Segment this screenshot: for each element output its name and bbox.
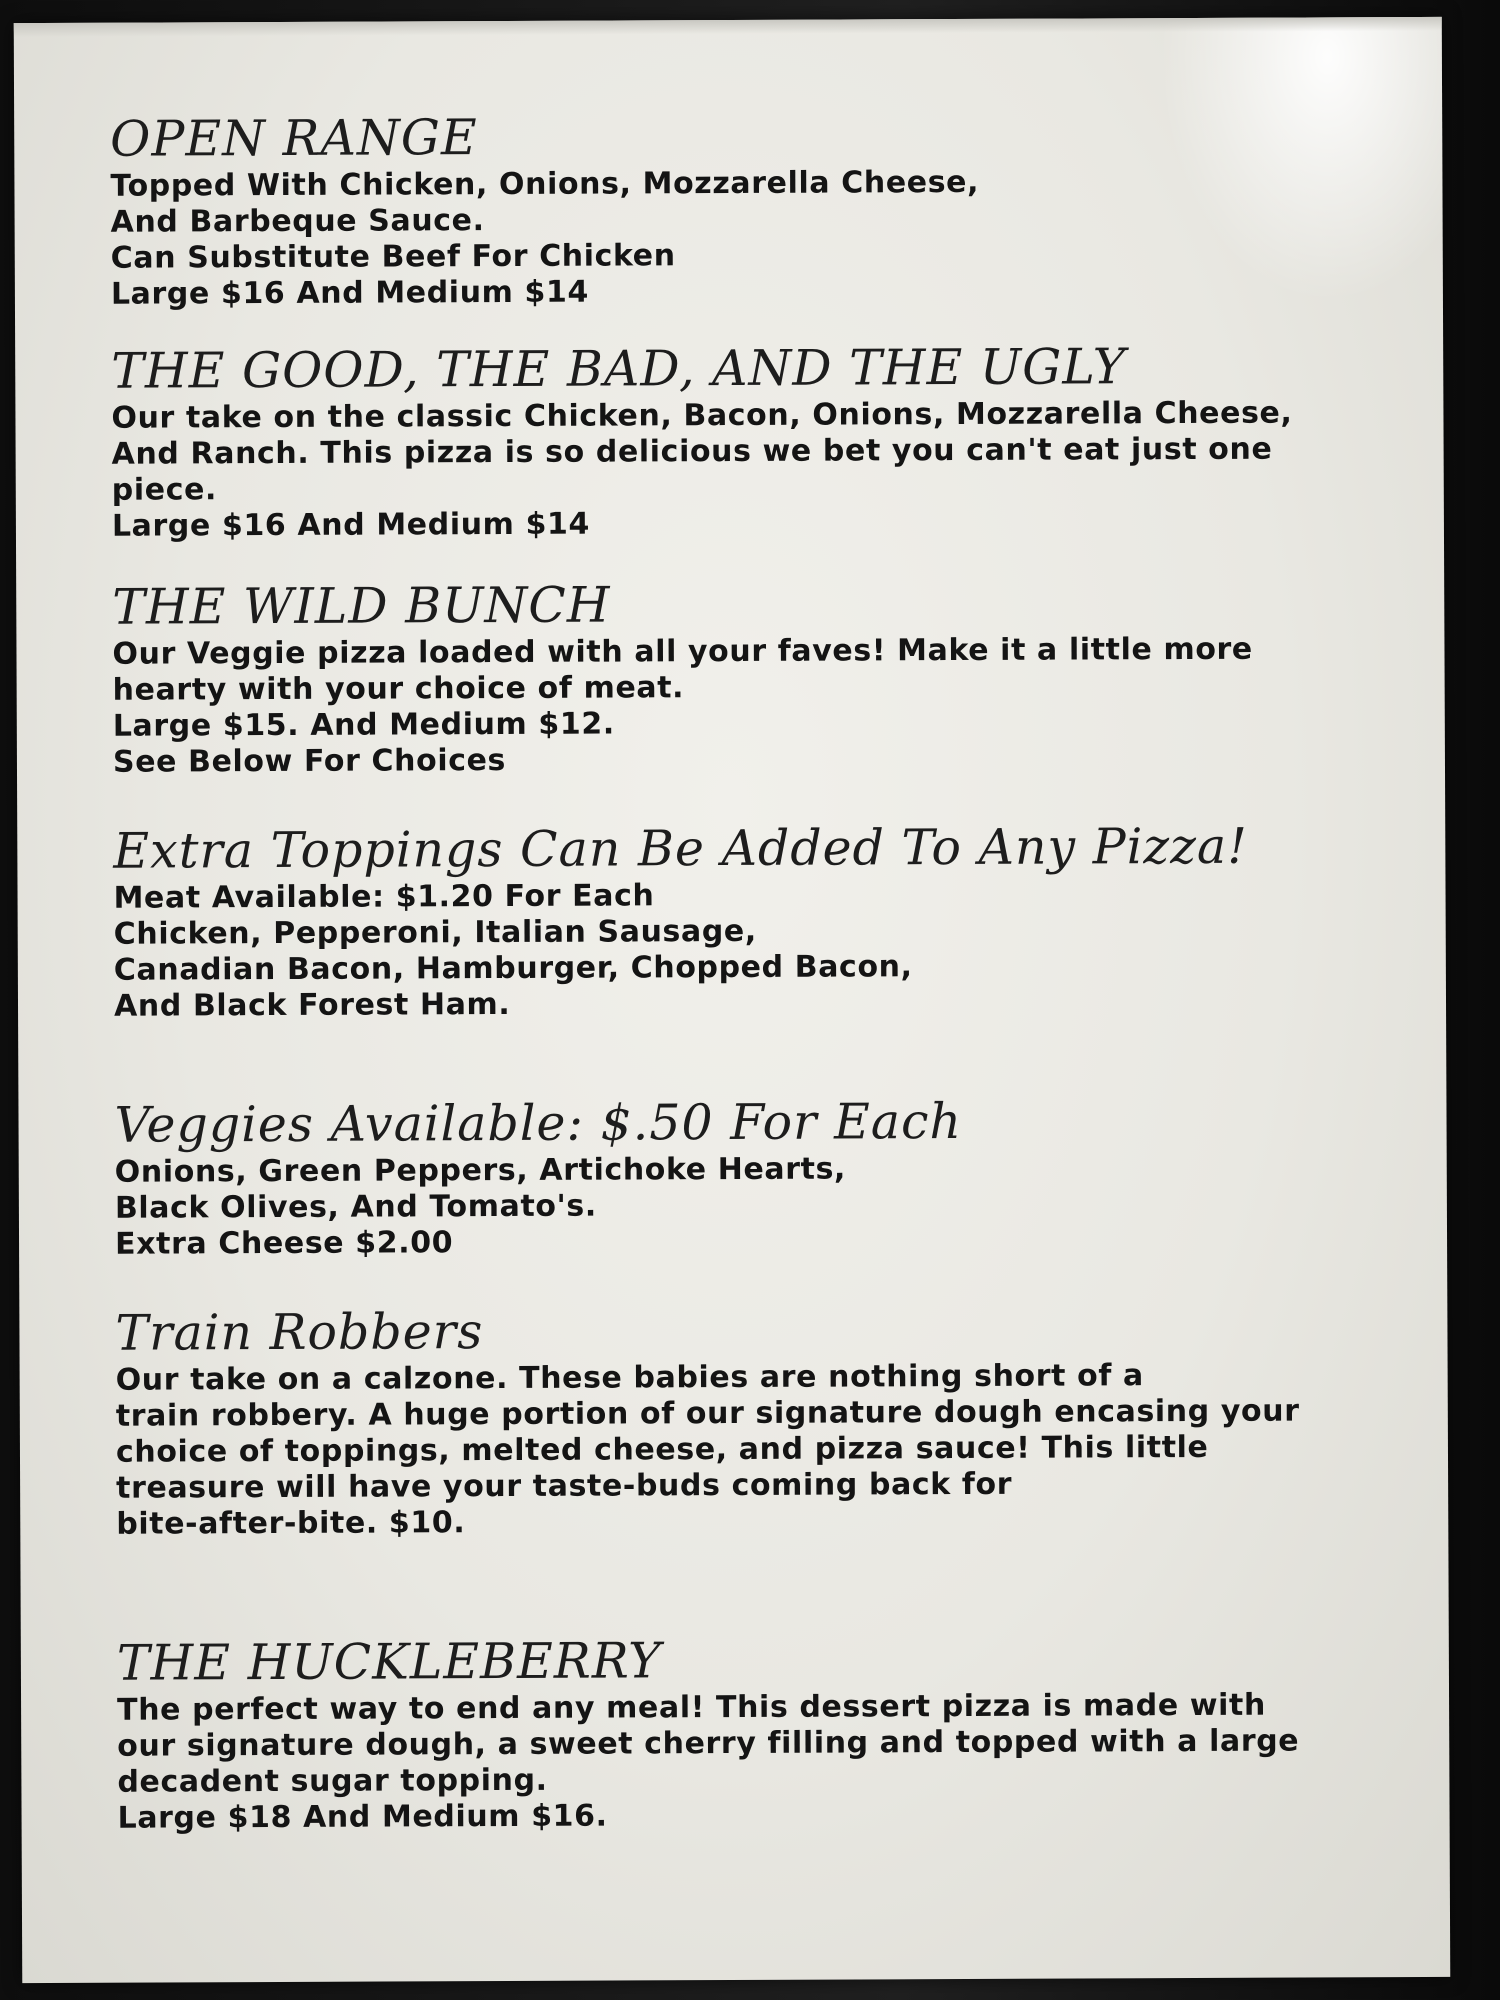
item-description-line: choice of toppings, melted cheese, and pizza sauce! This little — [115, 1429, 1209, 1470]
item-title: OPEN RANGE — [110, 109, 478, 168]
item-price: Large $15. And Medium $12. — [112, 706, 615, 744]
item-title: THE HUCKLEBERRY — [116, 1632, 662, 1692]
item-description-line: Our take on a calzone. These babies are nothing short of a — [115, 1358, 1144, 1398]
item-description-line: train robbery. A huge portion of our signature dough encasing your — [115, 1393, 1300, 1434]
meat-list-line: Canadian Bacon, Hamburger, Chopped Bacon, — [113, 949, 913, 988]
meat-list-line: And Black Forest Ham. — [113, 986, 511, 1024]
extra-cheese-price: Extra Cheese $2.00 — [114, 1225, 454, 1262]
item-description-line: decadent sugar topping. — [117, 1762, 548, 1800]
menu-item-open-range — [110, 105, 1431, 313]
item-description-line: And Ranch. This pizza is so delicious we bet you can't eat just one — [111, 431, 1273, 472]
veggie-list-line: Onions, Green Peppers, Artichoke Hearts, — [114, 1151, 847, 1190]
section-title: Extra Toppings Can Be Added To Any Pizza! — [113, 817, 1249, 880]
menu-item-train-robbers — [115, 1299, 1436, 1543]
page-edge-shadow — [14, 17, 1442, 37]
item-description-line: The perfect way to end any meal! This dessert pizza is made with — [117, 1687, 1266, 1728]
item-description-line: piece. — [111, 472, 218, 508]
item-description-line: hearty with your choice of meat. — [112, 670, 685, 708]
item-title: THE WILD BUNCH — [112, 576, 611, 636]
item-description-line: Our Veggie pizza loaded with all your faves! Make it a little more — [112, 631, 1253, 672]
menu-item-good-bad-ugly — [111, 337, 1432, 545]
item-price: bite-after-bite. $10. — [116, 1505, 466, 1542]
item-title: THE GOOD, THE BAD, AND THE UGLY — [111, 338, 1127, 400]
meat-list-line: Chicken, Pepperoni, Italian Sausage, — [113, 913, 757, 952]
item-note: Can Substitute Beef For Chicken — [110, 238, 676, 276]
section-title: Veggies Available: $.50 For Each — [114, 1092, 963, 1154]
veggie-list-line: Black Olives, And Tomato's. — [114, 1188, 597, 1226]
menu-content — [110, 85, 1438, 1837]
item-description-line: our signature dough, a sweet cherry filling and topped with a large — [117, 1723, 1300, 1764]
item-description-line: And Barbeque Sauce. — [110, 203, 485, 240]
item-price: Large $16 And Medium $14 — [110, 274, 590, 312]
item-price: Large $16 And Medium $14 — [111, 506, 591, 544]
item-description-line: treasure will have your taste-buds coming back for — [116, 1466, 1013, 1506]
menu-page — [14, 17, 1451, 1983]
menu-item-wild-bunch — [112, 573, 1433, 781]
meat-price-line: Meat Available: $1.20 For Each — [113, 878, 655, 916]
veggies-section — [114, 1091, 1435, 1263]
extra-toppings-section — [113, 817, 1434, 1025]
item-price: Large $18 And Medium $16. — [117, 1798, 608, 1836]
item-title: Train Robbers — [115, 1303, 484, 1362]
item-description-line: Our take on the classic Chicken, Bacon, Onions, Mozzarella Cheese, — [111, 395, 1293, 436]
menu-item-huckleberry — [117, 1629, 1438, 1837]
item-note: See Below For Choices — [112, 742, 507, 780]
item-description-line: Topped With Chicken, Onions, Mozzarella Cheese, — [110, 164, 980, 204]
